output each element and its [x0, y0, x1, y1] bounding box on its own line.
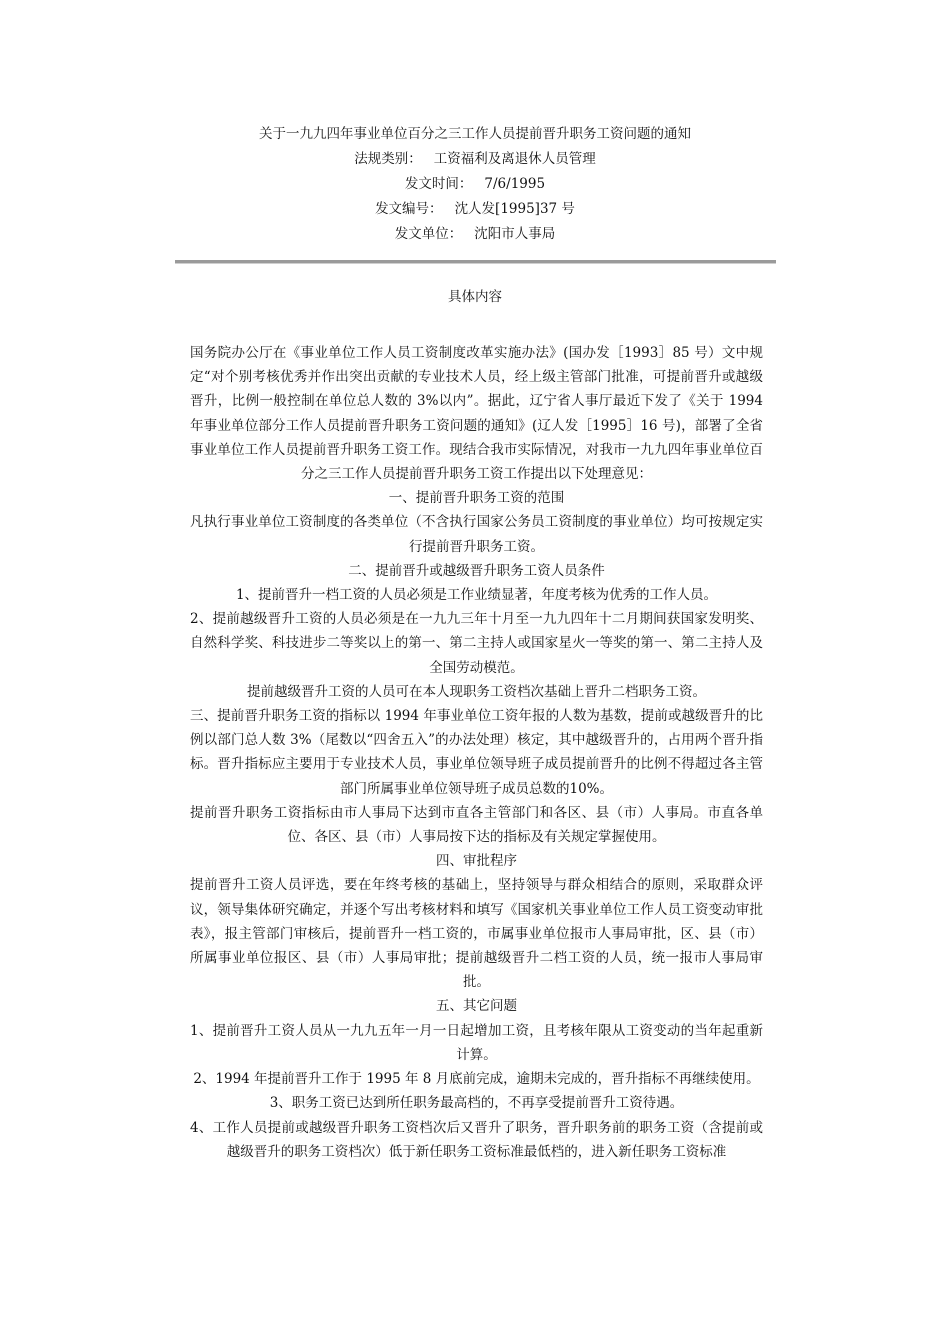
issuer-value: 沈阳市人事局 — [474, 226, 556, 242]
number-line — [0, 197, 950, 222]
document-body — [190, 341, 763, 1164]
date-line — [0, 172, 950, 197]
document-header — [0, 122, 950, 247]
section-heading-1: 一、提前晋升职务工资的范围 — [388, 490, 565, 507]
section-heading-4: 四、审批程序 — [436, 853, 517, 870]
date-label: 发文时间： — [404, 176, 473, 192]
number-value: 沈人发[1995]37 号 — [454, 201, 575, 217]
paragraph: 提前晋升工资人员评选，要在年终考核的基础上，坚持领导与群众相结合的原则，采取群众评议，领导集体研究确定，并逐个写出考核材料和填写《国家机关事业单位工作人员工资变动审批表》，报主管部门审核后，提前晋升一档工资的，市属事业单位报市人事局审批，区、县（市）所属事业单位报区、县（市）人事局审批；提前越级晋升二档工资的人员，统一报市人事局审批。 — [190, 877, 763, 991]
category-line — [0, 147, 950, 172]
content-subheading: 具体内容 — [448, 289, 502, 305]
issuer-label: 发文单位： — [394, 226, 463, 242]
date-value: 7/6/1995 — [484, 176, 546, 192]
document-title: 关于一九九四年事业单位百分之三工作人员提前晋升职务工资问题的通知 — [259, 126, 691, 142]
number-label: 发文编号： — [375, 201, 443, 217]
paragraph: 提前越级晋升工资的人员可在本人现职务工资档次基础上晋升二档职务工资。 — [247, 683, 706, 700]
paragraph: 4、工作人员提前或越级晋升职务工资档次后又晋升了职务，晋升职务前的职务工资（含提前或越级晋升的职务工资档次）低于新任职务工资标准最低档的，进入新任职务工资标准 — [190, 1119, 763, 1160]
issuer-line — [0, 222, 950, 247]
paragraph: 提前晋升职务工资指标由市人事局下达到市直各主管部门和各区、县（市）人事局。市直各单位、各区、县（市）人事局按下达的指标及有关规定掌握使用。 — [190, 804, 763, 846]
paragraph: 2、提前越级晋升工资的人员必须是在一九九三年十月至一九九四年十二月期间获国家发明奖、自然科学奖、科技进步二等奖以上的第一、第二主持人或国家星火一等奖的第一、第二主持人及全国劳动模范。 — [190, 611, 763, 676]
intro-paragraph: 国务院办公厅在《事业单位工作人员工资制度改革实施办法》(国办发［1993］85 号）文中规定“对个别考核优秀并作出突出贡献的专业技术人员，经上级主管部门批准，可提前晋升或越级晋升，比例一般控制在单位总人数的 3%以内”。据此，辽宁省人事厅最近下发了《关于 1994 年事业单位部分工作人员提前晋升职务工资问题的通知》(辽人发［1995］16 号)，部署了全省事业单位工作人员提前晋升职务工资工作。现结合我市实际情况，对我市一九九四年事业单位百分之三工作人员提前晋升职务工资工作提出以下处理意见： — [190, 345, 763, 483]
section-heading-5: 五、其它问题 — [436, 998, 517, 1015]
paragraph: 凡执行事业单位工资制度的各类单位（不含执行国家公务员工资制度的事业单位）均可按规定实行提前晋升职务工资。 — [190, 514, 763, 555]
paragraph: 1、提前晋升工资人员从一九九五年一月一日起增加工资，且考核年限从工资变动的当年起重新计算。 — [190, 1022, 763, 1063]
category-label: 法规类别： — [354, 151, 422, 167]
paragraph: 2、1994 年提前晋升工作于 1995 年 8 月底前完成，逾期未完成的，晋升指标不再继续使用。 — [193, 1071, 760, 1088]
paragraph: 3、职务工资已达到所任职务最高档的，不再享受提前晋升工资待遇。 — [269, 1095, 684, 1112]
header-divider — [175, 260, 776, 264]
paragraph: 1、提前晋升一档工资的人员必须是工作业绩显著，年度考核为优秀的工作人员。 — [235, 587, 718, 604]
category-value: 工资福利及离退休人员管理 — [433, 151, 596, 167]
paragraph: 三、提前晋升职务工资的指标以 1994 年事业单位工资年报的人数为基数，提前或越级晋升的比例以部门总人数 3%（尾数以“四舍五入”的办法处理）核定，其中越级晋升的，占用两个晋升指标。晋升指标应主要用于专业技术人员，事业单位领导班子成员提前晋升的比例不得超过各主管部门所属事业单位领导班子成员总数的10%。 — [190, 708, 763, 797]
section-heading-2: 二、提前晋升或越级晋升职务工资人员条件 — [348, 562, 605, 579]
